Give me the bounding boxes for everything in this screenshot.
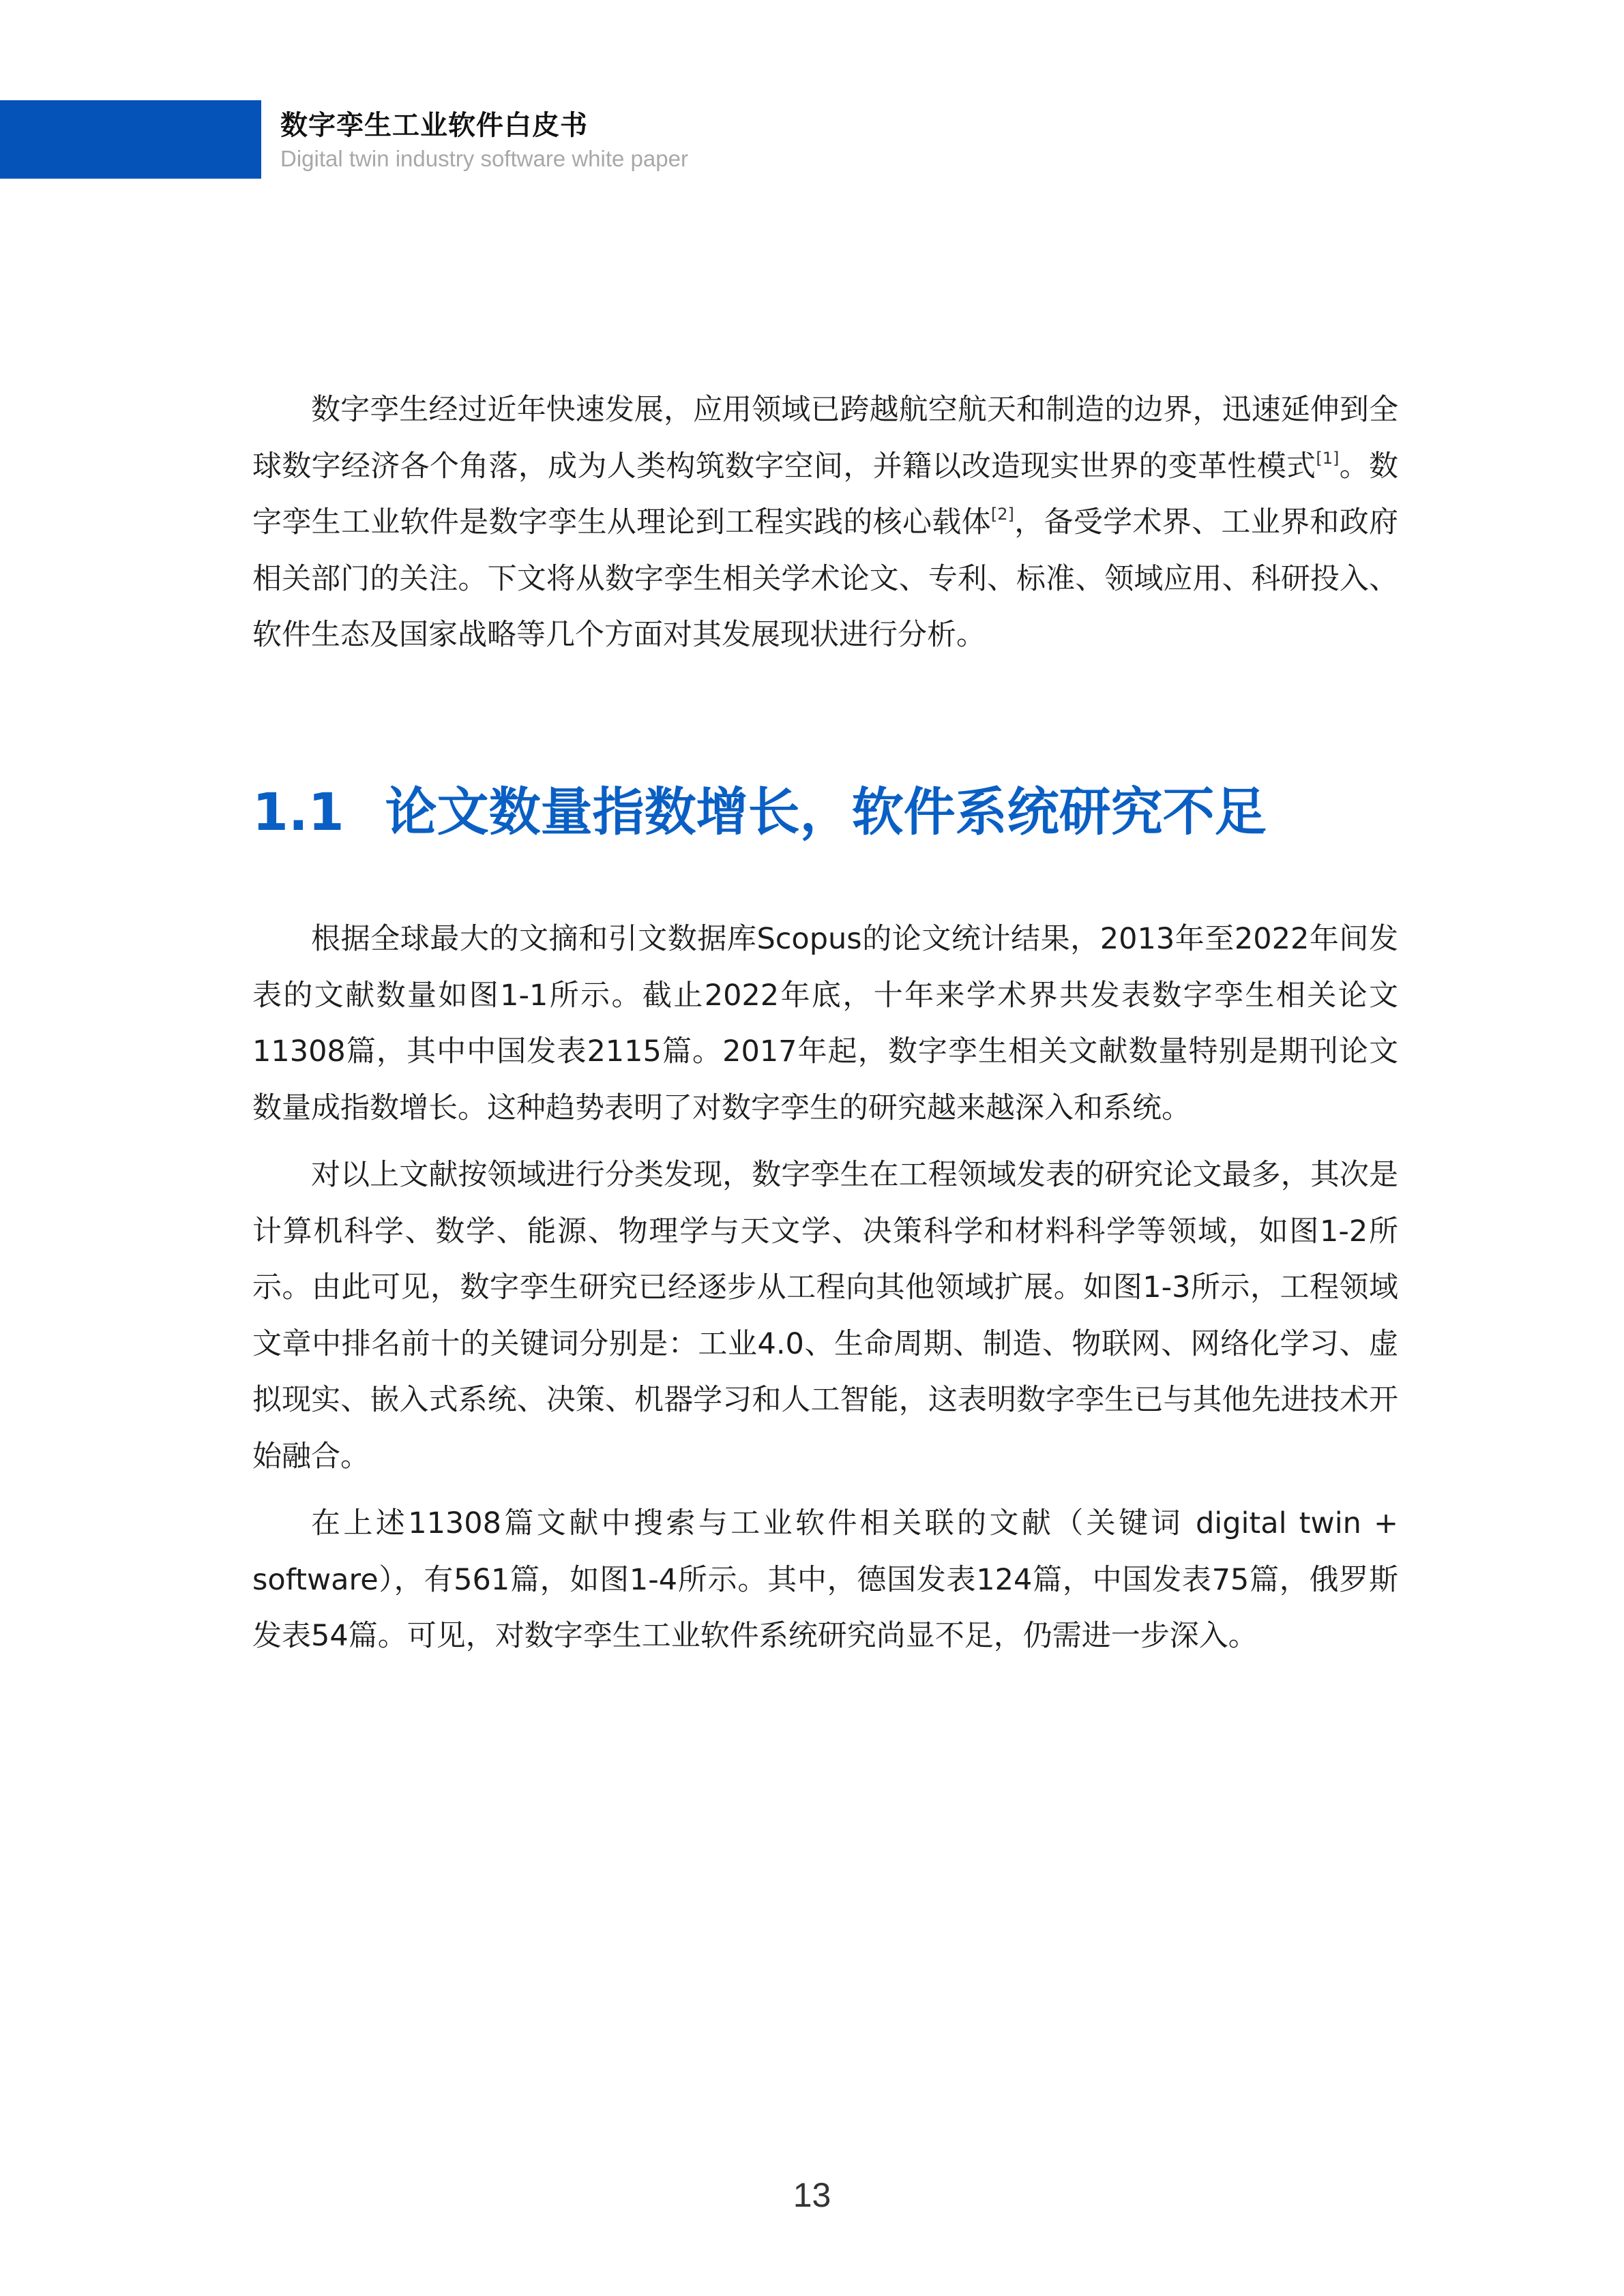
page-number: 13 [793, 2176, 831, 2214]
intro-text-3: ，备受学术界、工业界和政府相关部门的关注。下文将从数字孪生相关学术论文、专利、标准、领域应用、科研投入、软件生态及国家战略等几个方面对其发展现状进行分析。 [252, 505, 1399, 652]
section-heading [252, 771, 1267, 845]
document-subtitle: Digital twin industry software white paper [280, 146, 688, 171]
intro-text-2: 。数字孪生工业软件是数字孪生从理论到工程实践的核心载体 [252, 449, 1399, 539]
document-title: 数字孪生工业软件白皮书 [280, 110, 588, 141]
intro-paragraph [252, 382, 1398, 664]
section-body [252, 911, 1398, 1665]
intro-text-1: 数字孪生经过近年快速发展，应用领域已跨越航空航天和制造的边界，迅速延伸到全球数字经济各个角落，成为人类构筑数字空间，并籍以改造现实世界的变革性模式 [252, 393, 1398, 483]
header-accent-bar [0, 100, 261, 179]
section-number: 1.1 [252, 781, 344, 842]
body-paragraph-2: 对以上文献按领域进行分类发现，数字孪生在工程领域发表的研究论文最多，其次是计算机科学、数学、能源、物理学与天文学、决策科学和材料科学等领域，如图1-2所示。由此可见，数字孪生研究已经逐步从工程向其他领域扩展。如图1-3所示，工程领域文章中排名前十的关键词分别是：工业4.0、生命周期、制造、物联网、网络化学习、虚拟现实、嵌入式系统、决策、机器学习和人工智能，这表明数字孪生已与其他先进技术开始融合。 [252, 1158, 1398, 1474]
section-title: 论文数量指数增长，软件系统研究不足 [385, 781, 1267, 842]
citation-ref-2[interactable]: [2] [990, 505, 1014, 524]
body-paragraph-3: 在上述11308篇文献中搜索与工业软件相关联的文献（关键词 digital twin + software），有561篇，如图1-4所示。其中，德国发表124篇，中国发表75篇，俄罗斯发表54篇。可见，对数字孪生工业软件系统研究尚显不足，仍需进一步深入。 [252, 1506, 1398, 1653]
citation-ref-1[interactable]: [1] [1316, 448, 1340, 468]
intro-section [252, 382, 1398, 664]
body-paragraph-1: 根据全球最大的文摘和引文数据库Scopus的论文统计结果，2013年至2022年间发表的文献数量如图1-1所示。截止2022年底，十年来学术界共发表数字孪生相关论文11308篇，其中中国发表2115篇。2017年起，数字孪生相关文献数量特别是期刊论文数量成指数增长。这种趋势表明了对数字孪生的研究越来越深入和系统。 [252, 922, 1398, 1125]
